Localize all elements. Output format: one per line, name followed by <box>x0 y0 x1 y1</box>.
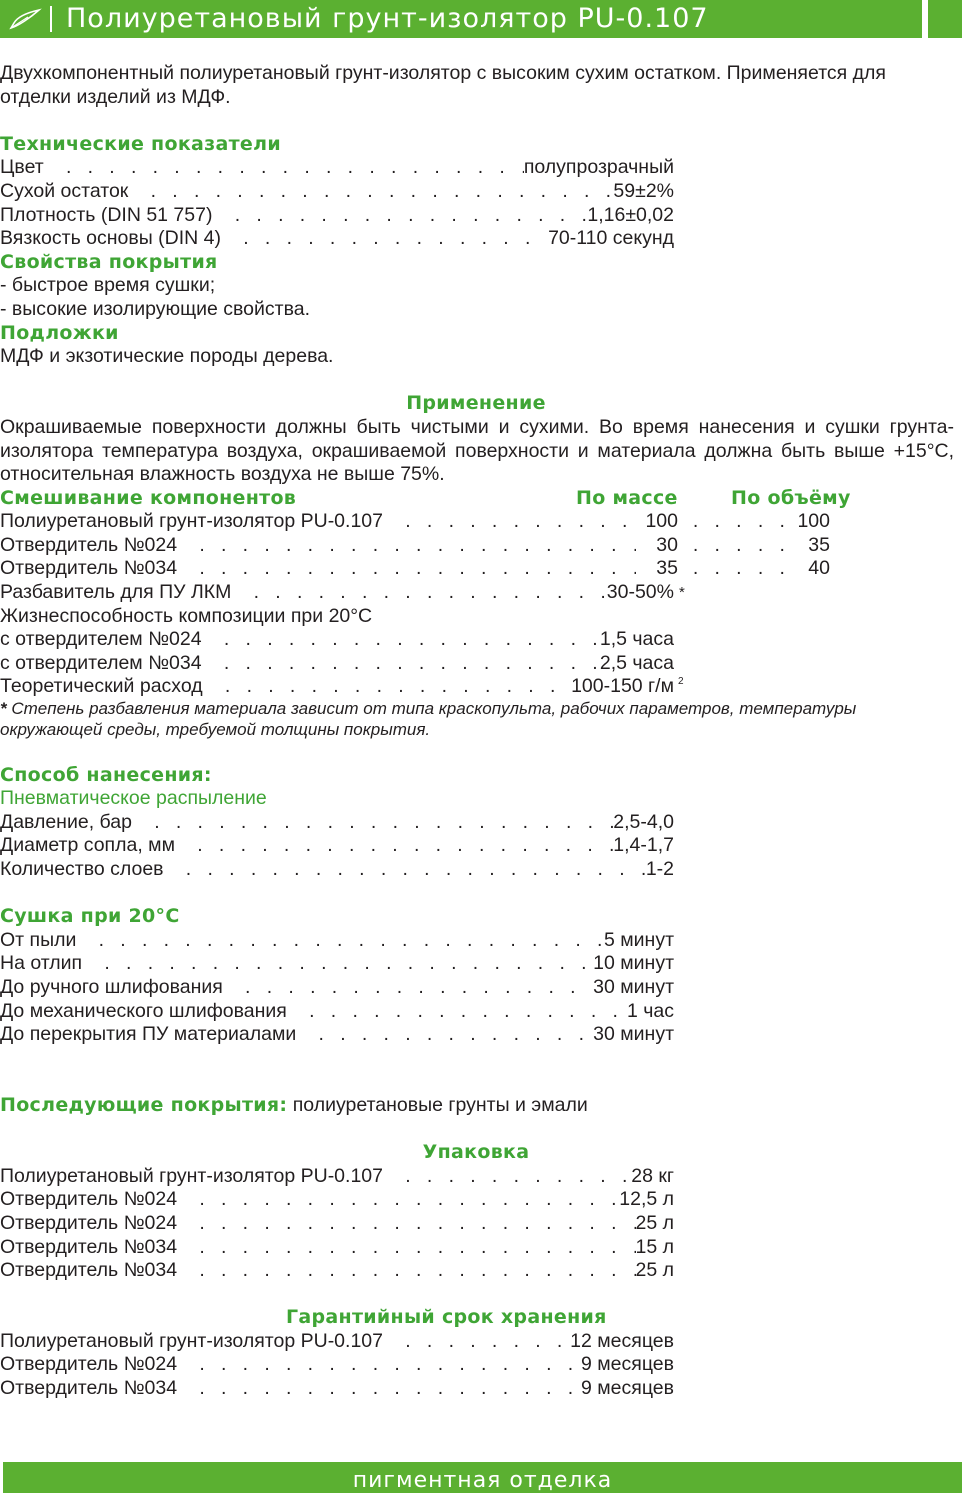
method-row-label: Количество слоев <box>0 858 164 880</box>
potlife-heading: Жизнеспособность композиции при 20°С <box>0 604 373 627</box>
leader-dots <box>212 204 587 228</box>
leader-dots <box>82 952 593 976</box>
storage-row <box>0 1377 674 1401</box>
header-corner-block <box>928 0 962 38</box>
packaging-row-label: Отвердитель №034 <box>0 1235 178 1258</box>
packaging-row <box>0 1259 674 1283</box>
drying-row-value: 5 минут <box>603 928 674 951</box>
substrates-text: МДФ и экзотические породы дерева. <box>0 345 334 368</box>
leader-dots <box>132 811 613 835</box>
drying-row <box>0 1023 674 1047</box>
leader-dots <box>175 834 613 858</box>
packaging-table <box>0 1165 962 1283</box>
leader-dots <box>231 581 606 605</box>
drying-row-value: 10 минут <box>593 952 674 975</box>
document-body <box>0 62 962 1401</box>
packaging-row-label: Отвердитель №024 <box>0 1211 178 1234</box>
consumption-value-text: 100-150 г/м <box>571 675 674 698</box>
drying-row <box>0 1000 674 1024</box>
tech-row-label: Сухой остаток <box>0 179 129 202</box>
storage-row-value: 9 месяцев <box>581 1353 674 1376</box>
leader-dots <box>177 1377 581 1401</box>
mixing-table <box>0 510 962 581</box>
footnote-text: Степень разбавления материала зависит от типа краскопульта, рабочих параметров, температуры окружающей среды, требуемой толщины покрытия. <box>0 699 857 739</box>
mixing-header <box>0 487 962 511</box>
mixing-row-volume: 100 <box>797 510 830 533</box>
packaging-heading: Упаковка <box>422 1141 530 1164</box>
method-row <box>0 811 674 835</box>
method-row <box>0 858 674 882</box>
thinner-row <box>0 581 685 605</box>
leader-dots <box>678 534 790 558</box>
mixing-row-label: Отвердитель №034 <box>0 557 178 580</box>
mixing-row <box>0 510 830 534</box>
footer-text: пигментная отделка <box>352 1468 613 1493</box>
mixing-col-volume: По объёму <box>731 486 851 509</box>
leader-dots <box>202 628 600 652</box>
storage-row-value: 12 месяцев <box>570 1329 674 1352</box>
thinner-label: Разбавитель для ПУ ЛКМ <box>0 581 232 604</box>
subsequent-heading: Последующие покрытия: <box>0 1093 288 1116</box>
consumption-label: Теоретический расход <box>0 675 203 698</box>
method-row-value: 1,4-1,7 <box>613 834 674 857</box>
tech-row <box>0 180 674 204</box>
packaging-row-value: 28 кг <box>631 1164 674 1187</box>
mixing-row-mass: 30 <box>656 533 678 556</box>
tech-row-label: Цвет <box>0 156 44 179</box>
storage-row-label: Отвердитель №024 <box>0 1353 178 1376</box>
consumption-row <box>0 675 684 699</box>
leader-dots <box>177 1188 619 1212</box>
drying-table <box>0 929 962 1047</box>
drying-row <box>0 976 674 1000</box>
drying-row-label: До ручного шлифования <box>0 975 223 998</box>
storage-row-label: Полиуретановый грунт-изолятор PU-0.107 <box>0 1329 383 1352</box>
leader-dots <box>383 510 636 534</box>
leader-dots <box>383 1330 570 1354</box>
leader-dots <box>223 976 593 1000</box>
leader-dots <box>177 1353 581 1377</box>
leader-dots <box>221 227 548 251</box>
mixing-col-mass: По массе <box>576 486 678 509</box>
tech-row <box>0 204 674 228</box>
method-row-value: 1-2 <box>645 858 674 880</box>
tech-row-label: Вязкость основы (DIN 4) <box>0 227 221 250</box>
packaging-row-value: 25 л <box>635 1211 674 1234</box>
substrates-heading: Подложки <box>0 321 119 344</box>
tech-heading: Технические показатели <box>0 132 281 155</box>
leader-dots <box>177 534 636 558</box>
tech-row-value: полупрозрачный <box>523 156 674 179</box>
method-row-label: Давление, бар <box>0 810 132 833</box>
method-row-label: Диаметр сопла, мм <box>0 834 175 857</box>
tech-row-value: 1,16±0,02 <box>587 203 674 226</box>
method-row-value: 2,5-4,0 <box>613 810 674 833</box>
method-subheading: Пневматическое распыление <box>0 787 267 810</box>
leader-dots <box>202 652 600 676</box>
leader-dots <box>44 156 524 180</box>
leader-dots <box>203 675 571 699</box>
footer-bar <box>3 1462 962 1493</box>
mixing-row-label: Полиуретановый грунт-изолятор PU-0.107 <box>0 510 383 533</box>
packaging-row-label: Полиуретановый грунт-изолятор PU-0.107 <box>0 1164 383 1187</box>
props-item: - быстрое время сушки; <box>0 274 216 297</box>
drying-row-value: 30 минут <box>593 975 674 998</box>
subsequent-row <box>0 1094 962 1118</box>
footnote-mark: * <box>0 699 7 719</box>
storage-row-label: Отвердитель №034 <box>0 1377 178 1400</box>
mixing-row-mass: 100 <box>645 510 678 533</box>
method-row <box>0 834 674 858</box>
drying-row <box>0 929 674 953</box>
leader-dots <box>164 858 646 882</box>
thinner-value: 30-50% <box>606 581 674 604</box>
props-heading: Свойства покрытия <box>0 250 218 273</box>
potlife-row <box>0 628 674 652</box>
drying-row-label: От пыли <box>0 928 77 951</box>
leader-dots <box>177 557 636 581</box>
storage-row <box>0 1330 674 1354</box>
tech-row <box>0 227 674 251</box>
leader-dots <box>177 1236 635 1260</box>
drying-row <box>0 952 674 976</box>
tech-row <box>0 156 674 180</box>
potlife-value: 2,5 часа <box>599 651 674 674</box>
drying-row-value: 1 час <box>626 999 674 1022</box>
tech-table <box>0 156 962 250</box>
mixing-row-mass: 35 <box>656 557 678 580</box>
storage-heading: Гарантийный срок хранения <box>286 1306 607 1329</box>
application-text: Окрашиваемые поверхности должны быть чистыми и сухими. Во время нанесения и сушки грунта-изолятора температура воздуха, окрашиваемой поверхности и материала должна быть выше +15°С, относительная влажность воздуха не выше 75%. <box>0 415 954 486</box>
drying-row-value: 30 минут <box>593 1023 674 1046</box>
leader-dots <box>287 1000 627 1024</box>
packaging-row-value: 12,5 л <box>619 1188 674 1211</box>
packaging-row <box>0 1165 674 1189</box>
superscript: 2 <box>678 676 684 688</box>
drying-row-label: До механического шлифования <box>0 999 287 1022</box>
packaging-row <box>0 1212 674 1236</box>
leader-dots <box>678 510 790 534</box>
packaging-row-value: 25 л <box>635 1259 674 1282</box>
leaf-icon <box>0 0 50 38</box>
packaging-row-value: 15 л <box>635 1235 674 1258</box>
mixing-row-label: Отвердитель №024 <box>0 533 178 556</box>
packaging-row <box>0 1188 674 1212</box>
packaging-row-label: Отвердитель №024 <box>0 1188 178 1211</box>
leader-dots <box>177 1212 635 1236</box>
drying-heading: Сушка при 20°С <box>0 905 180 928</box>
mixing-row <box>0 557 830 581</box>
potlife-value: 1,5 часа <box>599 628 674 651</box>
method-table <box>0 811 962 882</box>
tech-row-value: 59±2% <box>613 179 674 202</box>
leader-dots <box>76 929 604 953</box>
potlife-row <box>0 652 674 676</box>
mixing-heading: Смешивание компонентов <box>0 486 297 509</box>
potlife-label: с отвердителем №034 <box>0 651 202 674</box>
mixing-row-volume: 35 <box>808 533 830 556</box>
potlife-label: с отвердителем №024 <box>0 628 202 651</box>
header-bar <box>0 0 922 38</box>
props-item: - высокие изолирующие свойства. <box>0 297 311 320</box>
packaging-row <box>0 1236 674 1260</box>
leader-dots <box>128 180 613 204</box>
intro-text: Двухкомпонентный полиуретановый грунт-изолятор с высоким сухим остатком. Применяется для отделки изделий из МДФ. <box>0 62 886 108</box>
mixing-row <box>0 534 830 558</box>
consumption-value <box>571 675 674 699</box>
drying-row-label: До перекрытия ПУ материалами <box>0 1023 297 1046</box>
leader-dots <box>296 1023 593 1047</box>
storage-table <box>0 1330 962 1401</box>
subsequent-text: полиуретановые грунты и эмали <box>287 1093 588 1116</box>
packaging-row-label: Отвердитель №034 <box>0 1259 178 1282</box>
leader-dots <box>383 1165 631 1189</box>
leader-dots <box>177 1259 635 1283</box>
storage-row <box>0 1353 674 1377</box>
mixing-row-volume: 40 <box>808 557 830 580</box>
drying-row-label: На отлип <box>0 952 83 975</box>
footnote <box>0 699 940 740</box>
header-divider <box>50 6 52 32</box>
storage-row-value: 9 месяцев <box>581 1377 674 1400</box>
tech-row-label: Плотность (DIN 51 757) <box>0 203 213 226</box>
footnote-mark: * <box>679 584 685 602</box>
leader-dots <box>678 557 790 581</box>
method-heading: Способ нанесения: <box>0 763 212 786</box>
application-heading: Применение <box>406 392 546 415</box>
page-title: Полиуретановый грунт-изолятор PU-0.107 <box>66 3 709 35</box>
tech-row-value: 70-110 секунд <box>548 227 674 250</box>
